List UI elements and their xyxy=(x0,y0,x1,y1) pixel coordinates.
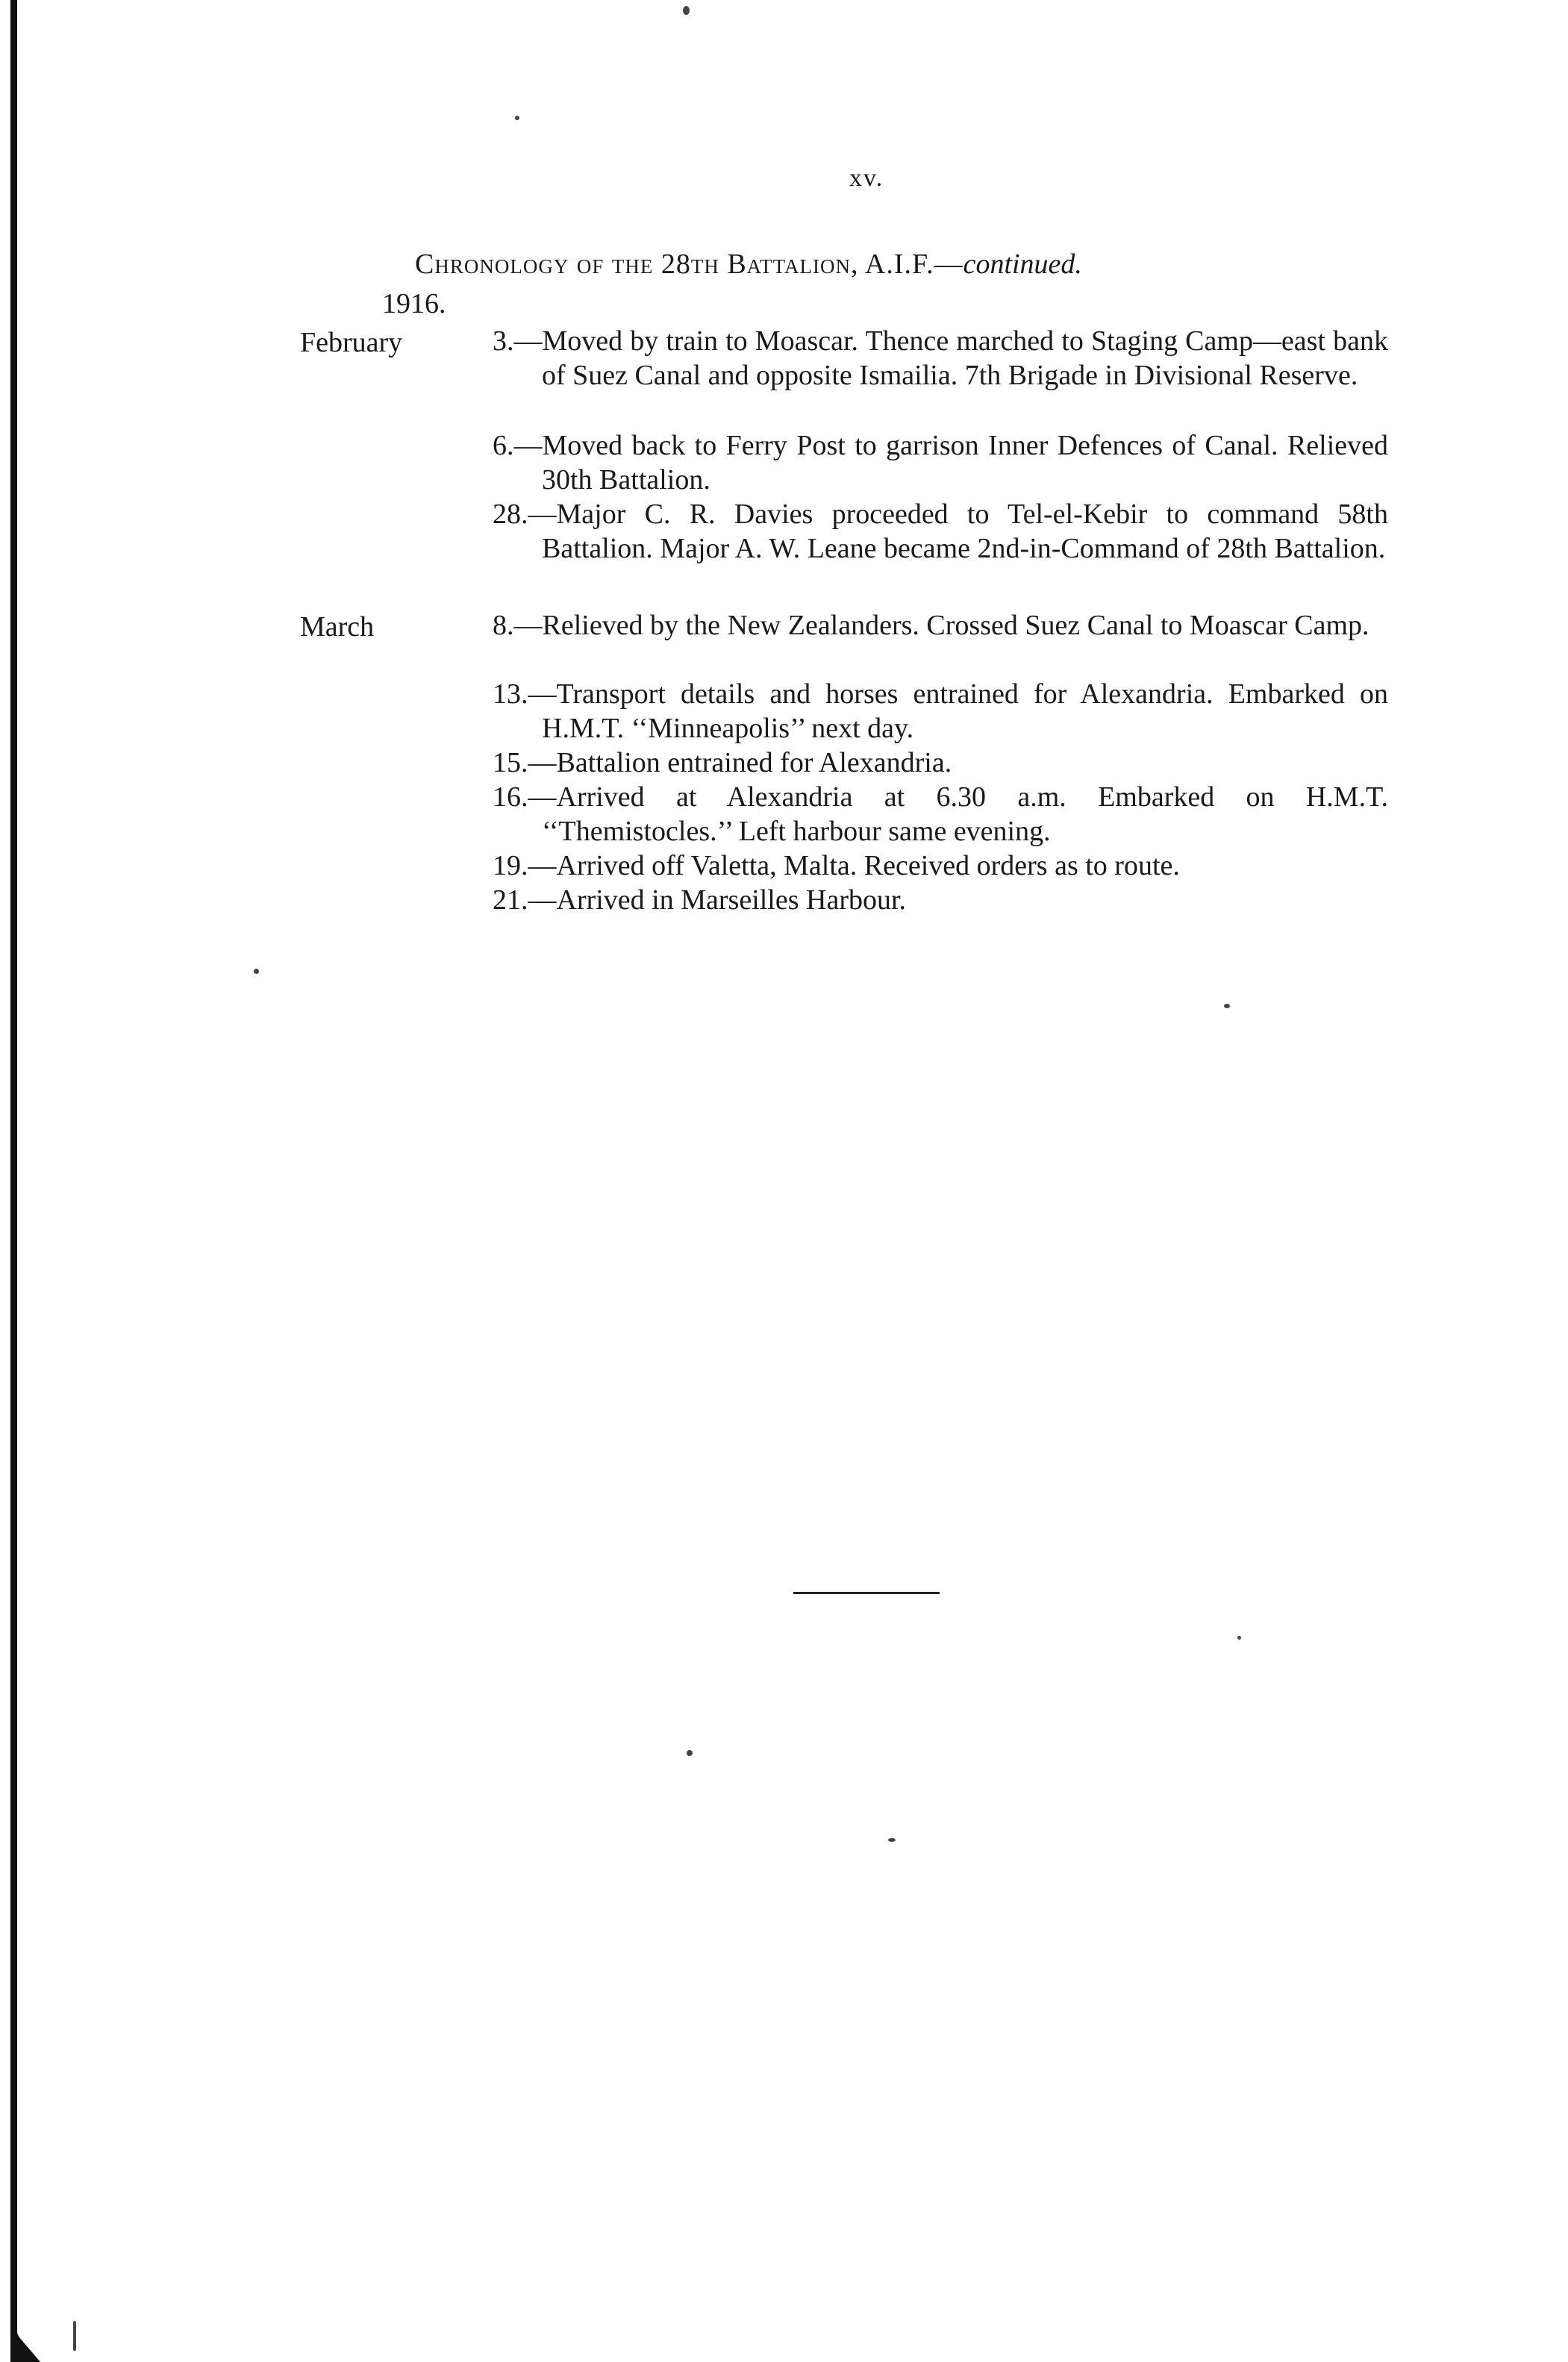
scan-speck xyxy=(1237,1636,1241,1640)
month-february: February xyxy=(300,327,403,358)
chronology-entry xyxy=(493,677,1388,746)
page-number: xv. xyxy=(849,164,884,192)
scan-speck xyxy=(683,6,690,15)
entry-text: 13.—Transport details and horses entrained for Alexandria. Embarked on H.M.T. ‘‘Minneapolis’’ next day. xyxy=(493,678,1388,744)
chronology-entry xyxy=(493,324,1388,393)
month-march: March xyxy=(300,611,375,643)
entry-day: 15.— xyxy=(493,747,557,778)
entry-text: 15.—Battalion entrained for Alexandria. xyxy=(493,747,952,778)
entry-text: 21.—Arrived in Marseilles Harbour. xyxy=(493,884,907,916)
entry-text: 28.—Major C. R. Davies proceeded to Tel-el-Kebir to command 58th Battalion. Major A. W. Leane became 2nd-in-Command of 28th Battalion. xyxy=(493,499,1388,564)
scan-speck xyxy=(73,2321,76,2351)
scan-speck xyxy=(254,969,259,974)
entry-day: 21.— xyxy=(493,884,557,916)
scan-speck xyxy=(888,1838,896,1842)
chronology-entry xyxy=(493,849,1388,883)
year-label: 1916. xyxy=(382,288,446,319)
chronology-entry xyxy=(493,428,1388,497)
entry-text: 16.—Arrived at Alexandria at 6.30 a.m. Embarked on H.M.T. ‘‘Themistocles.’’ Left harbour same evening. xyxy=(493,781,1388,847)
scan-speck xyxy=(515,116,519,120)
chronology-entry xyxy=(493,883,1388,917)
section-end-rule xyxy=(793,1592,940,1594)
entry-day: 19.— xyxy=(493,850,557,881)
scan-speck xyxy=(687,1750,693,1756)
page-binding-edge xyxy=(10,0,17,2362)
entry-text: 3.—Moved by train to Moascar. Thence marched to Staging Camp—east bank of Suez Canal and opposite Ismailia. 7th Brigade in Divisional Reserve. xyxy=(493,325,1388,391)
chronology-entry xyxy=(493,608,1388,643)
heading-continued: continued. xyxy=(963,249,1082,280)
entry-text: 8.—Relieved by the New Zealanders. Crossed Suez Canal to Moascar Camp. xyxy=(493,610,1369,641)
entry-day: 8.— xyxy=(493,610,543,641)
entry-day: 3.— xyxy=(493,325,543,357)
entry-text: 6.—Moved back to Ferry Post to garrison Inner Defences of Canal. Relieved 30th Battalion. xyxy=(493,430,1388,496)
chronology-entry xyxy=(493,746,1388,780)
entry-day: 16.— xyxy=(493,781,557,813)
entry-day: 13.— xyxy=(493,678,557,710)
entry-day: 28.— xyxy=(493,499,557,530)
page-heading xyxy=(415,248,1082,281)
chronology-entry xyxy=(493,780,1388,849)
scan-speck xyxy=(1224,1004,1230,1008)
entry-day: 6.— xyxy=(493,430,543,461)
chronology-entry xyxy=(493,497,1388,566)
heading-title: Chronology of the 28th Battalion, A.I.F.— xyxy=(415,249,963,280)
entry-text: 19.—Arrived off Valetta, Malta. Received orders as to route. xyxy=(493,850,1180,881)
